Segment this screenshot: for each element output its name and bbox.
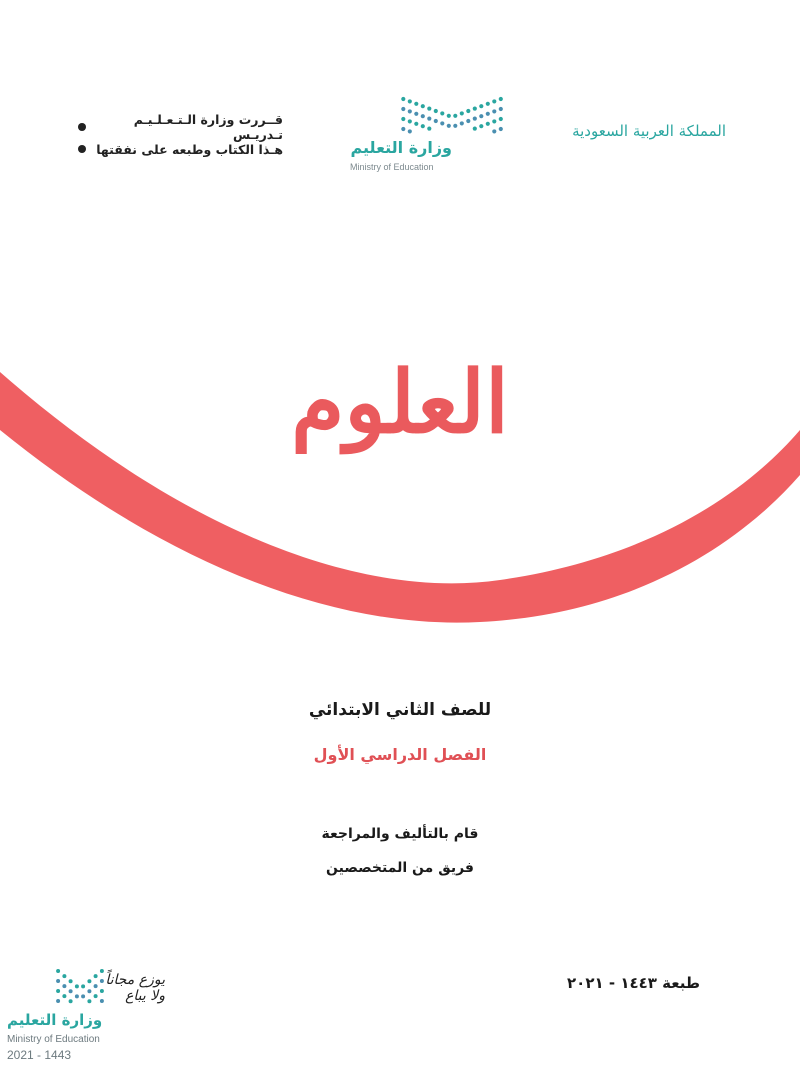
logo-dot (401, 97, 405, 101)
logo-dot (408, 99, 412, 103)
decree-notice (78, 112, 283, 160)
ministry-name-arabic: وزارة التعليم (350, 138, 452, 157)
logo-dot (421, 124, 425, 128)
logo-dot (62, 974, 66, 978)
logo-dot (87, 989, 91, 993)
logo-dot (434, 109, 438, 113)
logo-dot (94, 974, 98, 978)
logo-dot (466, 119, 470, 123)
logo-dot (408, 119, 412, 123)
logo-dot (479, 104, 483, 108)
logo-dot (453, 124, 457, 128)
kingdom-name: المملكة العربية السعودية (572, 122, 726, 140)
footer-ministry-name-arabic: وزارة التعليم (7, 1011, 103, 1029)
logo-dot (440, 121, 444, 125)
logo-dot (56, 969, 60, 973)
logo-dot (62, 994, 66, 998)
logo-dot (492, 99, 496, 103)
logo-dot (414, 122, 418, 126)
logo-dot (414, 112, 418, 116)
logo-dot (427, 127, 431, 131)
decree-line: قــررت وزارة الـتـعـلـيـم تـدريـس (78, 116, 283, 138)
logo-dot (466, 109, 470, 113)
logo-dot (473, 127, 477, 131)
logo-dot (408, 129, 412, 133)
logo-dot (427, 117, 431, 121)
logo-dot (414, 102, 418, 106)
logo-dot (401, 107, 405, 111)
logo-dot (62, 984, 66, 988)
logo-dot (492, 109, 496, 113)
grade-label: للصف الثاني الابتدائي (308, 700, 492, 720)
logo-dot (427, 107, 431, 111)
logo-dot (421, 114, 425, 118)
logo-dot (460, 121, 464, 125)
logo-dot (486, 112, 490, 116)
logo-dot (401, 127, 405, 131)
bullet-icon (78, 145, 86, 153)
logo-dot (56, 989, 60, 993)
free-distribution-slogan: يوزع مجاناً ولا يباع (105, 972, 165, 1004)
bullet-icon (78, 123, 86, 131)
logo-dot (440, 111, 444, 115)
logo-dot (453, 114, 457, 118)
authors-line-2: فريق من المتخصصين (326, 860, 474, 876)
logo-dot (81, 994, 85, 998)
logo-dot (69, 989, 73, 993)
logo-dot (56, 999, 60, 1003)
logo-dot (479, 114, 483, 118)
logo-dot (401, 117, 405, 121)
footer-ministry-name-english: Ministry of Education (7, 1034, 100, 1045)
logo-dot (499, 117, 503, 121)
logo-dot (473, 117, 477, 121)
logo-dot (492, 119, 496, 123)
logo-dot (81, 984, 85, 988)
edition-label: طبعة ١٤٤٣ - ٢٠٢١ (567, 974, 700, 992)
logo-dot (408, 109, 412, 113)
logo-dot (434, 119, 438, 123)
logo-dot (499, 107, 503, 111)
decree-line: هـذا الكتاب وطبعه على نفقتها (78, 138, 283, 160)
logo-dot (69, 979, 73, 983)
logo-dot (87, 979, 91, 983)
logo-dot (94, 984, 98, 988)
logo-dot (447, 124, 451, 128)
logo-dot (492, 129, 496, 133)
logo-dot (473, 107, 477, 111)
logo-dot (499, 97, 503, 101)
logo-dot (75, 984, 79, 988)
logo-dot (499, 127, 503, 131)
term-label: الفصل الدراسي الأول (313, 745, 487, 764)
logo-dot (421, 104, 425, 108)
logo-dot (486, 122, 490, 126)
logo-dot (460, 111, 464, 115)
logo-dot (447, 114, 451, 118)
logo-dot (75, 994, 79, 998)
ministry-name-english: Ministry of Education (350, 162, 434, 172)
logo-dot (87, 999, 91, 1003)
logo-dot (56, 979, 60, 983)
book-title: العلوم (291, 352, 509, 453)
footer-ministry-logo (5, 964, 165, 1074)
ministry-logo (345, 92, 510, 182)
authors-line-1: قام بالتأليف والمراجعة (321, 826, 479, 842)
ministry-logo-dots-icon (400, 94, 504, 134)
logo-dot (69, 999, 73, 1003)
footer-year: 2021 - 1443 (7, 1048, 72, 1062)
logo-dot (479, 124, 483, 128)
ministry-logo-dots-icon (55, 966, 105, 1006)
logo-dot (486, 102, 490, 106)
logo-dot (94, 994, 98, 998)
